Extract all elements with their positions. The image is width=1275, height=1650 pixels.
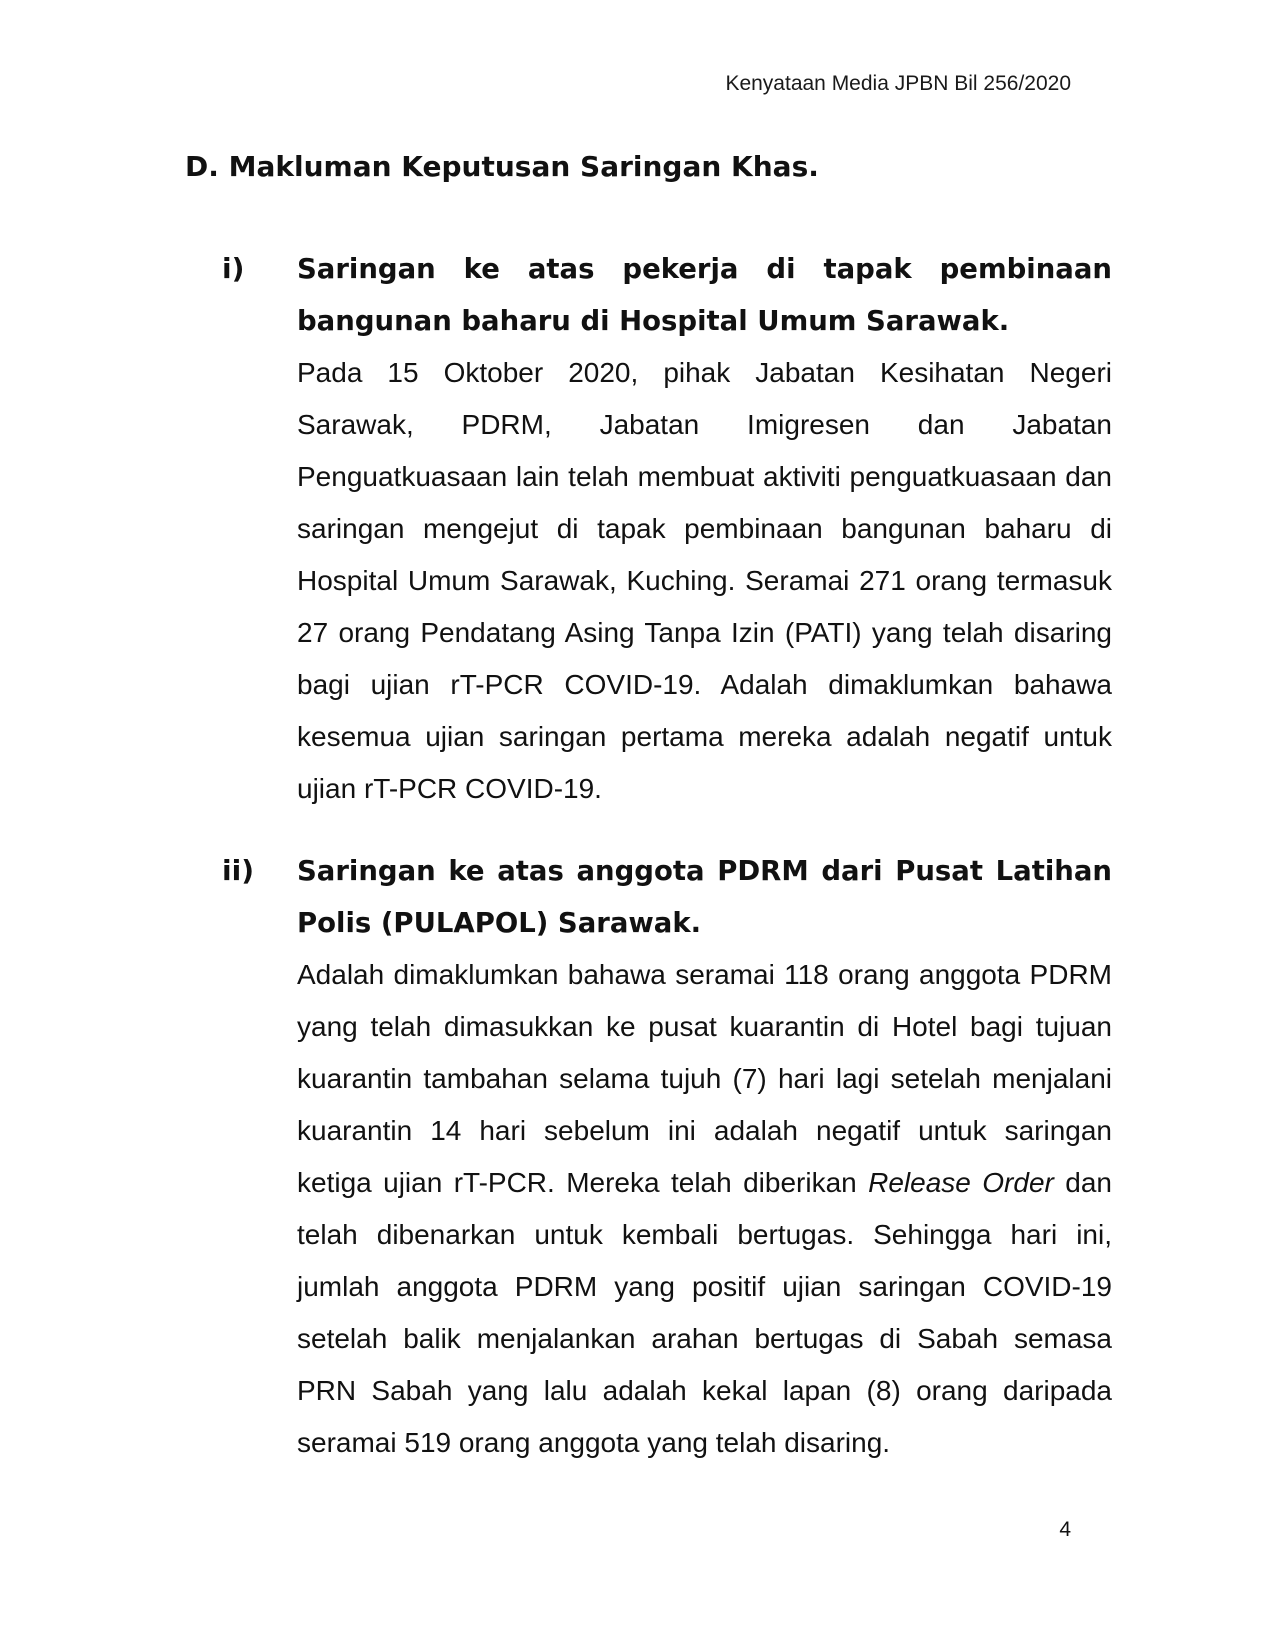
- item-body: [297, 949, 1112, 1469]
- item-body-text-start: Adalah dimaklumkan bahawa seramai 118 orang anggota PDRM yang telah dimasukkan ke pusat kuarantin di Hotel bagi tujuan kuarantin tambahan selama tujuh (7) hari lagi setelah menjalani kuarantin 14 hari sebelum ini adalah negatif untuk saringan ketiga ujian rT-PCR. Mereka telah diberikan: [297, 959, 1112, 1198]
- item-marker: ii): [222, 854, 254, 887]
- item-content: [297, 243, 1112, 815]
- item-body: Pada 15 Oktober 2020, pihak Jabatan Kesihatan Negeri Sarawak, PDRM, Jabatan Imigresen dan Jabatan Penguatkuasaan lain telah membuat aktiviti penguatkuasaan dan saringan mengejut di tapak pembinaan bangunan baharu di Hospital Umum Sarawak, Kuching. Seramai 271 orang termasuk 27 orang Pendatang Asing Tanpa Izin (PATI) yang telah disaring bagi ujian rT-PCR COVID-19. Adalah dimaklumkan bahawa kesemua ujian saringan pertama mereka adalah negatif untuk ujian rT-PCR COVID-19.: [297, 357, 1112, 804]
- item-body-text-end: dan telah dibenarkan untuk kembali bertugas. Sehingga hari ini, jumlah anggota PDRM yang positif ujian saringan COVID-19 setelah balik menjalankan arahan bertugas di Sabah semasa PRN Sabah yang lalu adalah kekal lapan (8) orang daripada seramai 519 orang anggota yang telah disaring.: [297, 1167, 1112, 1458]
- item-title: Saringan ke atas pekerja di tapak pembinaan bangunan baharu di Hospital Umum Sarawak.: [297, 253, 1112, 337]
- item-title: Saringan ke atas anggota PDRM dari Pusat Latihan Polis (PULAPOL) Sarawak.: [297, 855, 1112, 939]
- item-marker: i): [222, 252, 245, 285]
- section-heading: D. Makluman Keputusan Saringan Khas.: [185, 150, 819, 183]
- item-body-italic-term: Release Order: [868, 1167, 1054, 1198]
- document-reference-header: Kenyataan Media JPBN Bil 256/2020: [725, 72, 1071, 95]
- page-number: 4: [1059, 1518, 1071, 1541]
- item-content: [297, 845, 1112, 1469]
